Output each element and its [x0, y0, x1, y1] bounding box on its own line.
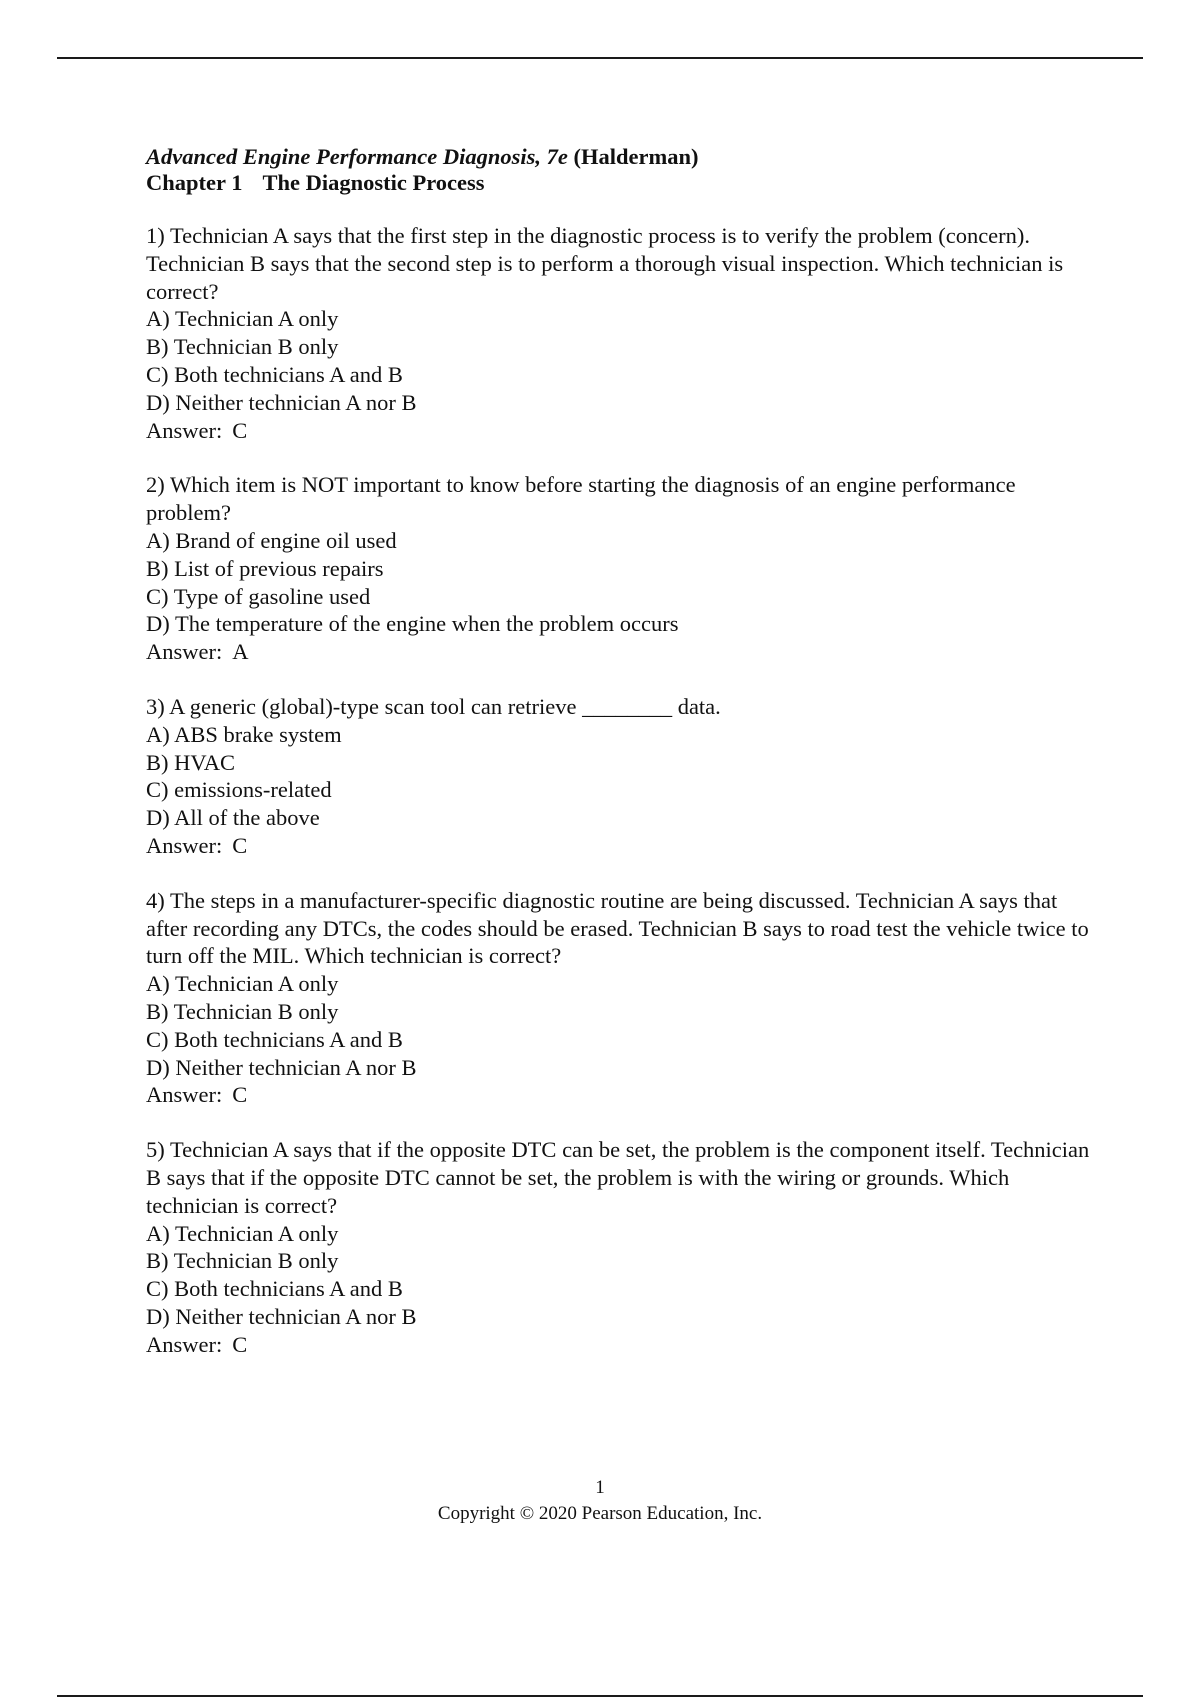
question-stem: 1) Technician A says that the first step in the diagnostic process is to verify the problem (concern). Technician B says that the second step is to perform a thorough visual inspection. Which technician is correct? — [146, 223, 1064, 304]
question-5 — [146, 1136, 1096, 1358]
option-b: B) Technician B only — [146, 998, 339, 1024]
copyright-notice: Copyright © 2020 Pearson Education, Inc. — [437, 1503, 763, 1524]
question-1 — [146, 222, 1096, 444]
question-stem: 5) Technician A says that if the opposite DTC can be set, the problem is the component itself. Technician B says that if the opposite DTC cannot be set, the problem is with the wiring or grounds. Which technician is correct? — [146, 1137, 1090, 1218]
answer-line — [146, 832, 1096, 860]
option-a: A) Technician A only — [146, 971, 339, 997]
option-b: B) List of previous repairs — [146, 555, 384, 581]
book-author: (Halderman) — [573, 144, 699, 169]
option-d: D) Neither technician A nor B — [146, 1054, 417, 1080]
answer-line — [146, 1331, 1096, 1359]
option-d: D) The temperature of the engine when the problem occurs — [146, 611, 679, 637]
answer-value: C — [232, 417, 248, 443]
question-3 — [146, 693, 1096, 860]
chapter-label: Chapter 1 — [146, 170, 243, 195]
answer-label: Answer: — [146, 639, 223, 665]
top-rule — [57, 57, 1143, 59]
option-a: A) Technician A only — [146, 306, 339, 332]
page-content — [146, 144, 1096, 1385]
option-a: A) ABS brake system — [146, 721, 342, 747]
answer-label: Answer: — [146, 1331, 223, 1357]
option-b: B) Technician B only — [146, 1248, 339, 1274]
answer-label: Answer: — [146, 417, 223, 443]
question-stem: 3) A generic (global)-type scan tool can retrieve ________ data. — [146, 693, 721, 719]
option-c: C) Both technicians A and B — [146, 1026, 403, 1052]
answer-label: Answer: — [146, 832, 223, 858]
question-stem: 4) The steps in a manufacturer-specific diagnostic routine are being discussed. Technician A says that after recording any DTCs, the codes should be erased. Technician B says to road test the vehicle twice to turn off the MIL. Which technician is correct? — [146, 887, 1089, 969]
option-a: A) Brand of engine oil used — [146, 527, 397, 553]
answer-value: C — [232, 1331, 248, 1357]
question-2 — [146, 471, 1096, 666]
option-c: C) Both technicians A and B — [146, 361, 403, 387]
option-a: A) Technician A only — [146, 1220, 339, 1246]
answer-line — [146, 638, 1096, 666]
page-number: 1 — [595, 1477, 605, 1498]
answer-label: Answer: — [146, 1082, 223, 1108]
answer-value: C — [232, 1082, 248, 1108]
option-d: D) Neither technician A nor B — [146, 389, 417, 415]
option-c: C) emissions-related — [146, 777, 332, 803]
book-heading — [146, 144, 1096, 170]
answer-value: C — [232, 832, 248, 858]
option-d: D) All of the above — [146, 805, 320, 831]
option-b: B) HVAC — [146, 749, 235, 775]
question-stem: 2) Which item is NOT important to know before starting the diagnosis of an engine performance problem? — [146, 472, 1016, 526]
chapter-title: The Diagnostic Process — [262, 170, 485, 195]
option-c: C) Both technicians A and B — [146, 1276, 403, 1302]
book-title: Advanced Engine Performance Diagnosis, 7e — [146, 144, 568, 169]
answer-line — [146, 417, 1096, 445]
option-b: B) Technician B only — [146, 334, 339, 360]
option-c: C) Type of gasoline used — [146, 583, 371, 609]
option-d: D) Neither technician A nor B — [146, 1303, 417, 1329]
question-4 — [146, 887, 1096, 1109]
answer-value: A — [232, 639, 249, 665]
answer-line — [146, 1081, 1096, 1109]
chapter-heading — [146, 170, 1096, 196]
bottom-rule — [57, 1695, 1143, 1697]
